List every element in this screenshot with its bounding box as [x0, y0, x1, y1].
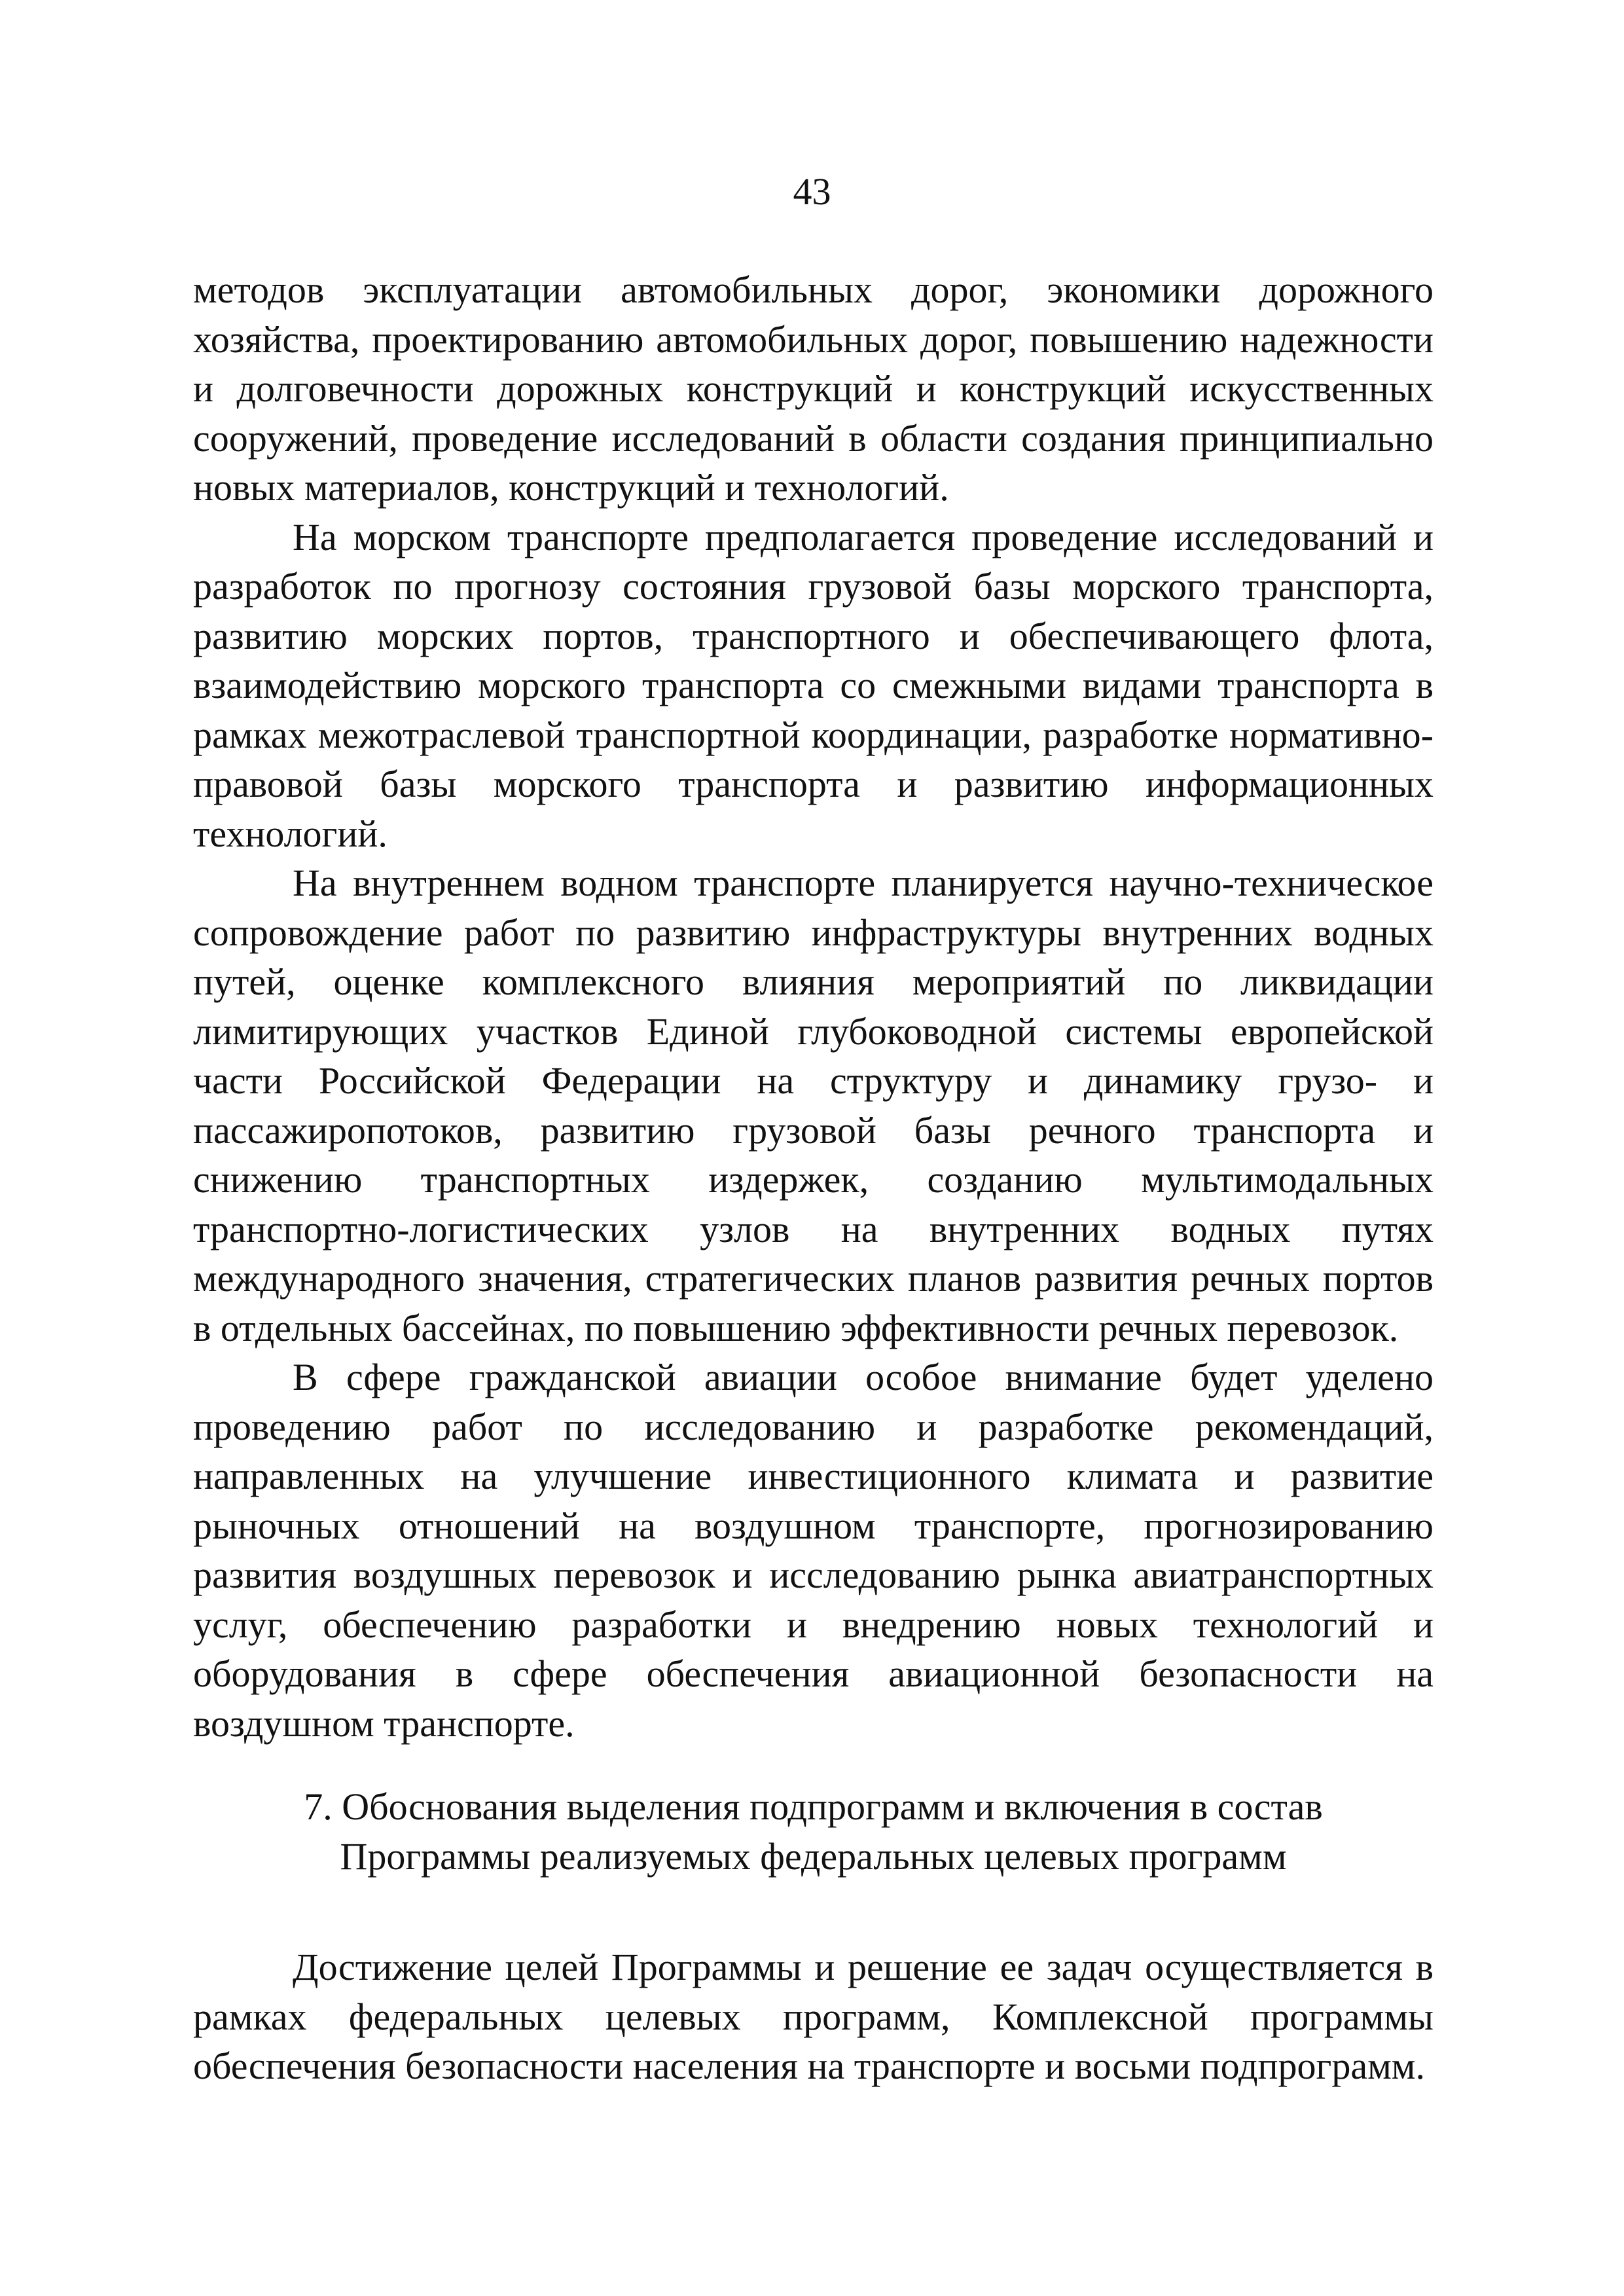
paragraph-inland-water-transport: На внутреннем водном транспорте планируется научно-техническое сопровождение работ по развитию инфраструктуры внутренних водных путей, оценке комплексного влияния мероприятий по ликвидации лимитирующих участков Единой глубоководной системы европейской части Российской Федерации на структуру и динамику грузо- и пассажиропотоков, развитию грузовой базы речного транспорта и снижению транспортных издержек, созданию мультимодальных транспортно-логистических узлов на внутренних водных путях международного значения, стратегических планов развития речных портов в отдельных бассейнах, по повышению эффективности речных перевозок.	[193, 862, 1434, 1349]
paragraph-maritime-transport: На морском транспорте предполагается проведение исследований и разработок по прогнозу состояния грузовой базы морского транспорта, развитию морских портов, транспортного и обеспечивающего флота, взаимодействию морского транспорта со смежными видами транспорта в рамках межотраслевой транспортной координации, разработке нормативно-правовой базы морского транспорта и развитию информационных технологий.	[193, 515, 1434, 855]
section-heading	[193, 1782, 1434, 1881]
paragraph-road-research: методов эксплуатации автомобильных дорог, экономики дорожного хозяйства, проектированию автомобильных дорог, повышению надежности и долговечности дорожных конструкций и конструкций искусственных сооружений, проведение исследований в области создания принципиально новых материалов, конструкций и технологий.	[193, 268, 1434, 509]
document-body	[193, 265, 1434, 2091]
section-heading-line-1: 7. Обоснования выделения подпрограмм и включения в состав	[304, 1785, 1323, 1828]
paragraph-civil-aviation: В сфере гражданской авиации особое внимание будет уделено проведению работ по исследованию и разработке рекомендаций, направленных на улучшение инвестиционного климата и развитие рыночных отношений на воздушном транспорте, прогнозированию развития воздушных перевозок и исследованию рынка авиатранспортных услуг, обеспечению разработки и внедрению новых технологий и оборудования в сфере обеспечения авиационной безопасности на воздушном транспорте.	[193, 1356, 1434, 1745]
page-number: 43	[793, 170, 831, 213]
section-heading-line-2: Программы реализуемых федеральных целевых программ	[340, 1834, 1287, 1878]
paragraph-program-goals: Достижение целей Программы и решение ее задач осуществляется в рамках федеральных целевых программ, Комплексной программы обеспечения безопасности населения на транспорте и восьми подпрограмм.	[193, 1946, 1434, 2087]
